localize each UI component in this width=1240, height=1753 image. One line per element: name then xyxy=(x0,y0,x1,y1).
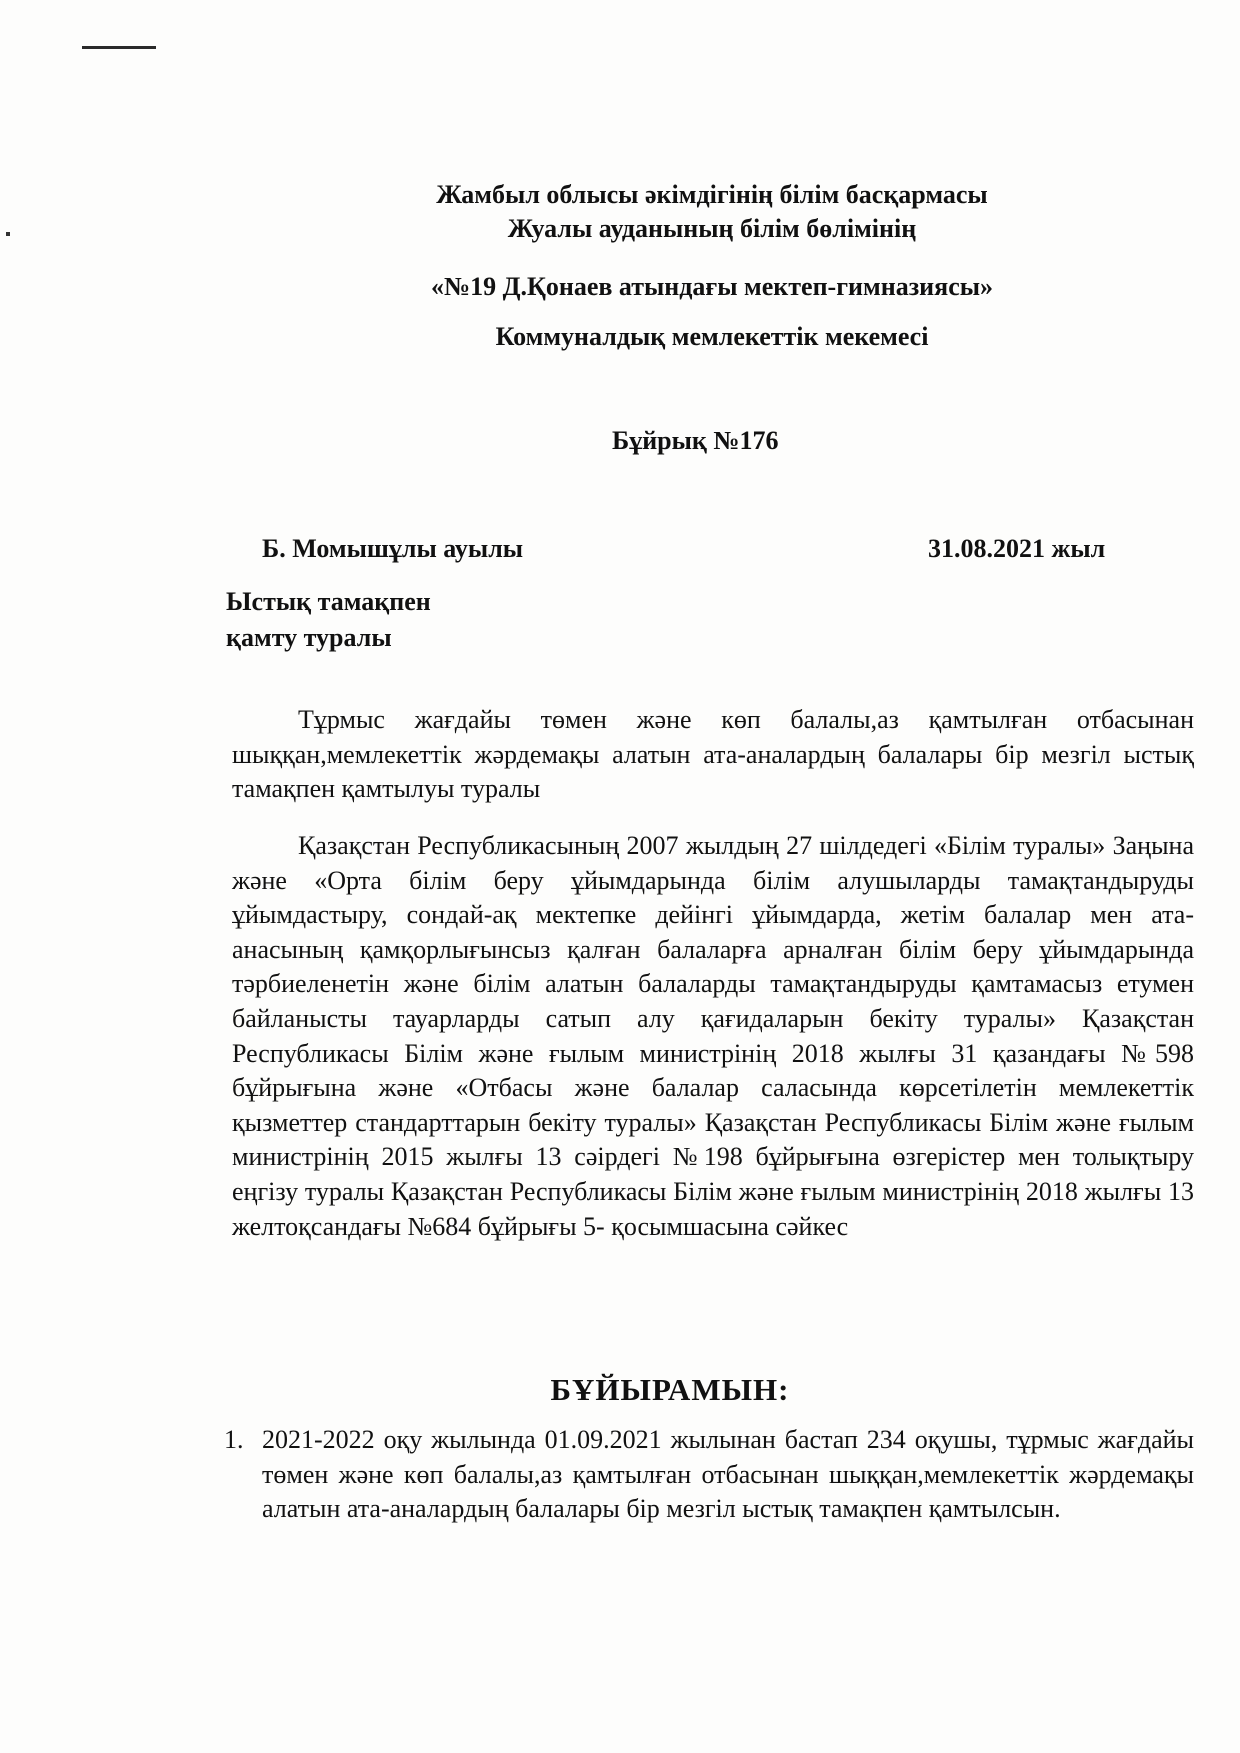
decree-item xyxy=(224,1423,1194,1527)
decree-heading: БҰЙЫРАМЫН: xyxy=(550,1372,790,1407)
body-paragraph-2: Қазақстан Республикасының 2007 жылдың 27 шілдедегі «Білім туралы» Заңына және «Орта білім беру ұйымдарында білім алушыларды тамақтандыруды ұйымдастыру, сондай-ақ мектепке дейінгі ұйымдарда, жетім балалар мен ата-анасының қамқорлығынсыз қалған балаларға арналған білім беру ұйымдарында тәрбиеленетін және білім алатын балаларды тамақтандыруды қамтамасыз етумен байланысты тауарларды сатып алу қағидаларын бекіту туралы» Қазақстан Республикасы Білім және ғылым министрінің 2018 жылғы 31 қазандағы №598 бұйрығына және «Отбасы және балалар саласында көрсетілетін мемлекеттік қызметтер стандарттарын бекіту туралы» Қазақстан Республикасы Білім және ғылым министрінің 2015 жылғы 13 сәірдегі №198 бұйрығына өзгерістер мен толықтыру еңгізу туралы Қазақстан Республикасы Білім және ғылым министрінің 2018 жылғы 13 желтоқсандағы №684 бұйрығы 5- қосымшасына сәйкес xyxy=(232,831,1194,1241)
subject-line-1: Ыстық тамақпен xyxy=(226,587,431,616)
order-date: 31.08.2021 жыл xyxy=(928,534,1106,563)
body-paragraph-1: Тұрмыс жағдайы төмен және көп балалы,аз қамтылған отбасынан шыққан,мемлекеттік жәрдемақы алатын ата-аналардың балалары бір мезгіл ыстық тамақпен қамтылуы туралы xyxy=(232,705,1194,804)
subject-line-2: қамту туралы xyxy=(226,623,392,652)
decree-item-text: 2021-2022 оқу жылында 01.09.2021 жылынан бастап 234 оқушы, тұрмыс жағдайы төмен және көп балалы,аз қамтылған отбасынан шыққан,мемлекеттік жәрдемақы алатын ата-аналардың балалары бір мезгіл ыстық тамақпен қамтылсын. xyxy=(262,1425,1194,1524)
order-title: Бұйрық №176 xyxy=(612,426,779,455)
order-village: Б. Момышұлы ауылы xyxy=(262,534,524,563)
header-line-4: Коммуналдық мемлекеттік мекемесі xyxy=(495,322,929,351)
header-line-2: Жуалы ауданының білім бөлімінің xyxy=(507,214,917,243)
order-subject xyxy=(226,584,431,656)
scan-artifact-line xyxy=(82,46,156,49)
header-line-1: Жамбыл облысы әкімдігінің білім басқармасы xyxy=(436,180,988,209)
decree-item-number: 1. xyxy=(224,1425,244,1454)
scan-artifact-dot xyxy=(6,232,10,236)
header-line-3: «№19 Д.Қонаев атындағы мектеп-гимназиясы» xyxy=(430,272,994,301)
